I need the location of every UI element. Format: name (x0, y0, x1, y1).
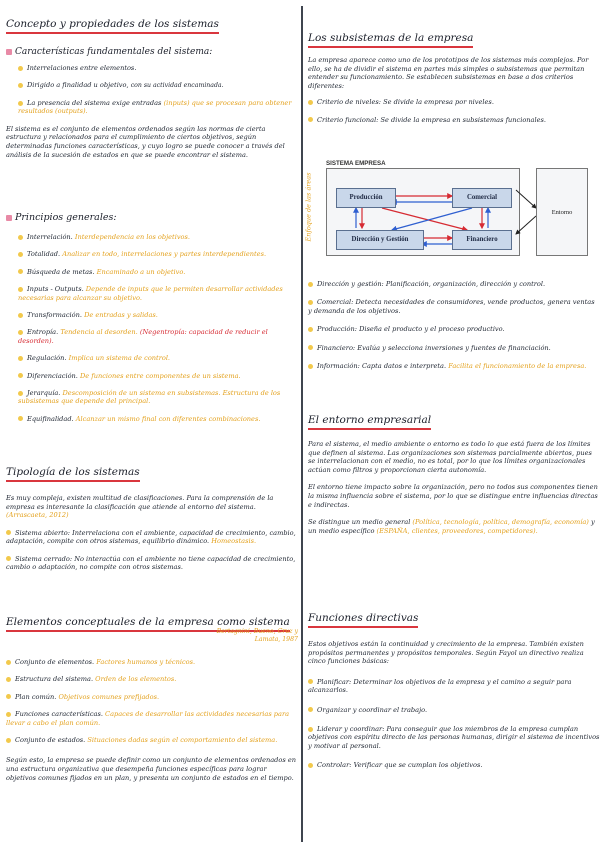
yellow-bullet-icon (18, 66, 23, 71)
company-system-diagram (322, 160, 592, 256)
yellow-bullet-icon (18, 287, 23, 292)
diagram-title: SISTEMA EMPRESA (326, 160, 386, 167)
section-title: Funciones directivas (308, 612, 418, 628)
yellow-bullet-icon (308, 707, 313, 712)
box-entorno: Entorno (536, 168, 588, 256)
box-financiero: Financiero (452, 230, 512, 250)
list-item: Interrelación. Interdependencia en los objetivos. (18, 233, 298, 241)
yellow-bullet-icon (308, 117, 313, 122)
list-item: Sistema abierto: Interrelaciona con el ambiente, capacidad de crecimiento, cambio, adaptación, compite con otros sistemas, equilibrio dinámico. Homeostasis. (6, 528, 296, 546)
section-title: Concepto y propiedades de los sistemas (6, 18, 219, 34)
yellow-bullet-icon (18, 83, 23, 88)
list-item: Información: Capta datos e interpreta. Facilita el funcionamiento de la empresa. (308, 362, 600, 370)
yellow-bullet-icon (308, 763, 313, 768)
yellow-bullet-icon (18, 101, 23, 106)
environment-paragraph-3: Se distingue un medio general (Política, tecnología, política, demografía, economía) y un medio específico (ESPAÑA, clientes, proveedores, competidores). (308, 518, 595, 535)
system-definition: El sistema es el conjunto de elementos ordenados según las normas de cierta estructura y relacionados para el cumplimiento de ciertos objetivos, según determinadas funciones características, y cuyo logro se puede conocer a través del análisis de la sucesión de estados en que se puede encontrar el sistema. (6, 124, 285, 159)
list-item: Interrelaciones entre elementos. (18, 64, 298, 72)
yellow-bullet-icon (308, 679, 313, 684)
section-title: Tipología de los sistemas (6, 466, 140, 482)
list-item: Regulación. Implica un sistema de control. (18, 354, 298, 362)
list-item: Conjunto de estados. Situaciones dadas según el comportamiento del sistema. (6, 736, 298, 744)
environment-arrows (516, 190, 536, 234)
yellow-bullet-icon (308, 300, 313, 305)
yellow-bullet-icon (18, 416, 23, 421)
list-item: Diferenciación. De funciones entre componentes de un sistema. (18, 372, 298, 380)
section-title: El entorno empresarial (308, 414, 431, 430)
criteria-list (308, 98, 600, 124)
list-item: Plan común. Objetivos comunes prefijados. (6, 693, 298, 701)
elements-list (6, 658, 298, 744)
list-item: Dirección y gestión: Planificación, organización, dirección y control. (308, 280, 600, 288)
characteristics-list (18, 64, 298, 116)
yellow-bullet-icon (6, 738, 11, 743)
box-direccion: Dirección y Gestión (336, 230, 424, 250)
list-item: Entropía. Tendencia al desorden. (Negentropía: capacidad de reducir el desorden). (18, 328, 268, 345)
yellow-bullet-icon (6, 694, 11, 699)
column-divider (301, 6, 303, 842)
yellow-bullet-icon (6, 660, 11, 665)
yellow-bullet-icon (308, 100, 313, 105)
section-tipologia (6, 460, 298, 571)
environment-paragraph-2: El entorno tiene impacto sobre la organización, pero no todos sus componentes tienen la misma influencia sobre el sistema, por lo que se distingue entre influencias directas e indirectas. (308, 483, 598, 509)
list-item: Financiero: Evalúa y selecciona inversiones y fuentes de financiación. (308, 344, 600, 352)
side-note: Enfoque de las áreas (304, 172, 313, 242)
section-title: Elementos conceptuales de la empresa como sistema (6, 616, 290, 632)
list-item: Estructura del sistema. Orden de los elementos. (6, 675, 298, 683)
functional-areas (308, 280, 600, 370)
list-item: Búsqueda de metas. Encaminado a un objetivo. (18, 268, 298, 276)
yellow-bullet-icon (308, 327, 313, 332)
list-item: Controlar: Verificar que se cumplan los objetivos. (308, 761, 600, 769)
list-item: Jerarquía. Descomposición de un sistema en subsistemas. Estructura de los subsistemas que depende del principal. (18, 389, 281, 406)
pink-bullet-icon (6, 215, 12, 221)
yellow-bullet-icon (308, 364, 313, 369)
list-item: Totalidad. Analizar en todo, interrelaciones y partes interdependientes. (18, 250, 298, 258)
list-item: Comercial: Detecta necesidades de consumidores, vende productos, genera ventas y demanda de los objetivos. (308, 298, 595, 315)
section-principios (6, 212, 298, 423)
section-title: Los subsistemas de la empresa (308, 32, 473, 48)
company-definition: Según esto, la empresa se puede definir como un conjunto de elementos ordenados en una estructura organizativa que desempeña funciones específicas para lograr objetivos comunes fijados en un plan, y presenta un conjunto de estados en el tiempo. (6, 756, 297, 782)
pink-bullet-icon (6, 49, 12, 55)
list-item: Dirigido a finalidad u objetivo, con su actividad encaminada. (18, 81, 298, 90)
list-item: Liderar y coordinar: Para conseguir que los miembros de la empresa cumplan objetivos con espíritu directo de las personas humanas, dirigir el sistema de incentivos y motivar al personal. (308, 725, 600, 750)
yellow-bullet-icon (18, 391, 23, 396)
list-item: Funciones características. Capaces de desarrollar las actividades necesarias para llevar a cabo el plan común. (6, 710, 290, 727)
citation: Bertagnini, Bueno, Cruz y Lamata, 1987 (216, 628, 298, 643)
yellow-bullet-icon (6, 556, 11, 561)
yellow-bullet-icon (18, 356, 23, 361)
yellow-bullet-icon (6, 712, 11, 717)
list-item: Sistema cerrado: No interactúa con el ambiente no tiene capacidad de crecimiento, cambio o adaptación, no compite con otros sistemas. (6, 554, 296, 571)
yellow-bullet-icon (18, 235, 23, 240)
box-produccion: Producción (336, 188, 396, 208)
yellow-bullet-icon (6, 530, 11, 535)
principles-list (18, 233, 298, 423)
yellow-bullet-icon (6, 677, 11, 682)
subsection-title: Características fundamentales del sistema: (6, 47, 298, 57)
yellow-bullet-icon (18, 252, 23, 257)
yellow-bullet-icon (308, 282, 313, 287)
section-subsistemas (308, 26, 600, 124)
list-item: Producción: Diseña el producto y el proceso productivo. (308, 325, 600, 333)
list-item: Criterio de niveles: Se divide la empresa por niveles. (308, 98, 600, 106)
list-item: Inputs - Outputs. Depende de inputs que le permiten desarrollar actividades necesarias para alcanzar su objetivo. (18, 285, 283, 302)
directive-functions-list (308, 678, 600, 770)
subsection-title: Principios generales: (6, 212, 298, 223)
yellow-bullet-icon (18, 269, 23, 274)
yellow-bullet-icon (18, 313, 23, 318)
list-item: Organizar y coordinar el trabajo. (308, 706, 600, 714)
yellow-bullet-icon (18, 373, 23, 378)
list-item: Planificar: Determinar los objetivos de la empresa y el camino a seguir para alcanzarlos. (308, 677, 572, 695)
section-funciones-directivas (308, 606, 600, 770)
environment-paragraph-1: Para el sistema, el medio ambiente o entorno es todo lo que está fuera de los límites que definen al sistema. Las organizaciones son sistemas parcialmente abiertos, pues se interrelacionan con el medio, no es total, por lo que los límites organizacionales actúan como filtros y proporcionan cierta autonomía. (308, 440, 592, 474)
typology-list (6, 529, 298, 572)
list-item: Conjunto de elementos. Factores humanos y técnicos. (6, 658, 298, 666)
typology-paragraph: Es muy compleja, existen multitud de clasificaciones. Para la comprensión de la empresa es interesante la clasificación que atiende al entorno del sistema. (Arrascaeta, 2012) (6, 494, 274, 520)
yellow-bullet-icon (18, 330, 23, 335)
section-elementos (6, 610, 298, 782)
box-comercial: Comercial (452, 188, 512, 208)
list-item: Criterio funcional: Se divide la empresa en subsistemas funcionales. (308, 116, 600, 124)
yellow-bullet-icon (308, 727, 313, 732)
yellow-bullet-icon (308, 345, 313, 350)
list-item: Equifinalidad. Alcanzar un mismo final con diferentes combinaciones. (18, 415, 298, 423)
list-item: Transformación. De entradas y salidas. (18, 311, 298, 319)
directive-paragraph: Estos objetivos están la continuidad y crecimiento de la empresa. También existen propósitos permanentes y propósitos temporales. Según Fayol un directivo realiza cinco funciones básicas: (308, 640, 584, 666)
subsystems-paragraph: La empresa aparece como uno de los prototipos de los sistemas más complejos. Por ello, se ha de dividir el sistema en partes más simples o subsistemas que permitan entender su funcionamiento. Se establecen subsistemas en base a dos criterios diferentes: (308, 56, 589, 90)
list-item: La presencia del sistema exige entradas (inputs) que se procesan para obtener resultados (outputs). (18, 99, 292, 116)
section-entorno (308, 408, 600, 535)
section-concepto (6, 12, 298, 159)
